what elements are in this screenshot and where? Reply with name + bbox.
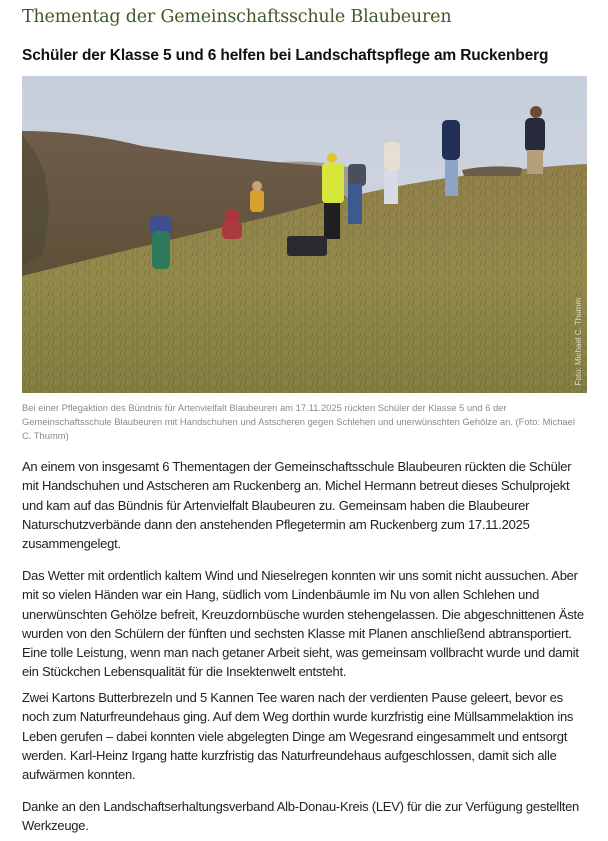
photo-credit: Foto: Michael C. Thumm bbox=[574, 297, 583, 385]
article-paragraph: Zwei Kartons Butterbrezeln und 5 Kannen Tee waren nach der verdienten Pause geleert, bevor es noch zum Naturfreundehaus ging. Auf dem Weg dorthin wurde kurzfristig eine Müllsammelaktion ins Leben gerufen – dabei konnten viele abgelegten Dinge am Wegesrand eingesammelt und entsorgt werden. Karl-Heinz Irgang hatte kurzfristig das Naturfreundehaus aufgeschlossen, damit sich alle aufwärmen konnten. bbox=[22, 690, 574, 783]
photo-illustration bbox=[22, 76, 587, 393]
article-figure bbox=[22, 76, 588, 441]
page-title: Thementag der Gemeinschaftsschule Blaubeuren bbox=[22, 7, 452, 27]
article-photo[interactable] bbox=[22, 76, 587, 393]
article-paragraph: Das Wetter mit ordentlich kaltem Wind und Nieselregen konnten wir uns somit nicht aussuchen. Aber mit so vielen Händen war ein Hang, südlich vom Lindenbäumle im Nu von allen Schlehen und unerwünschten Gehölze befreit, Kreuzdornbüsche wurden stehengelassen. Die abgeschnittenen Äste wurden von den Schülern der fünften und sechsten Klasse mit Planen anschließend abtransportiert. Eine tolle Leistung, wenn man nach getaner Arbeit sieht, was gemeinsam vollbracht wurde und damit ein Stückchen Lebensqualität für die Insektenwelt entsteht. bbox=[22, 568, 584, 680]
article-paragraph: An einem von insgesamt 6 Thementagen der Gemeinschaftsschule Blaubeuren rückten die Schüler mit Handschuhen und Astscheren am Ruckenberg an. Michel Hermann betreut dieses Schulprojekt und kam auf das Bündnis für Artenvielfalt Blaubeuren zu. Gemeinsam haben die Blaubeurer Naturschutzverbände dann den anstehenden Pflegetermin am Ruckenberg zum 17.11.2025 zusammengelegt. bbox=[22, 459, 572, 552]
article-paragraph: Danke an den Landschaftserhaltungsverband Alb-Donau-Kreis (LEV) für die zur Verfügung gestellten Werkzeuge. bbox=[22, 799, 580, 834]
article-headline: Schüler der Klasse 5 und 6 helfen bei Landschaftspflege am Ruckenberg bbox=[22, 47, 549, 64]
photo-caption: Bei einer Pflegaktion des Bündnis für Artenvielfalt Blaubeuren am 17.11.2025 rückten Schüler der Klasse 5 und 6 der Gemeinschaftsschule Blaubeuren mit Handschuhen und Astscheren gegen Schlehen und unerwünschten Gehölze an. (Foto: Michael C. Thumm) bbox=[22, 402, 575, 441]
